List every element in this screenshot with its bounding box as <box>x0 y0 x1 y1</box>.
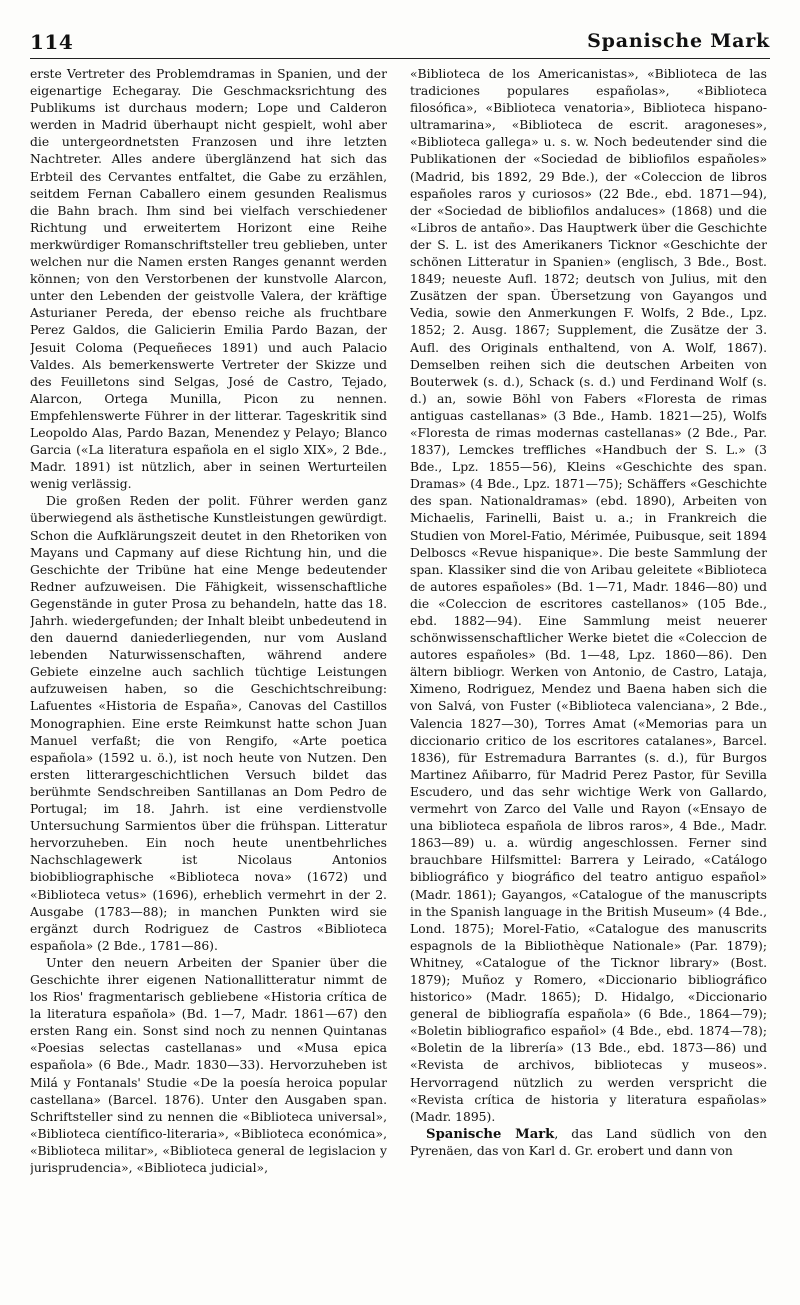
running-head: Spanische Mark <box>587 30 770 52</box>
entry-text: , das Land südlich von den Pyrenäen, das von Karl d. Gr. erobert und dann von <box>410 1126 767 1158</box>
paragraph: Unter den neuern Arbeiten der Spanier über die Geschichte ihrer eigenen Nationallitteratur nimmt de los Rios' fragmentarisch gebliebene «Historia crítica de la literatura española» (Bd. 1—7, Madr. 1861—67) den ersten Rang ein. Sonst sind noch zu nennen Quintanas «Poesias selectas castellanas» und «Musa epica española» (6 Bde., Madr. 1830—33). Hervorzuheben ist Milá y Fontanals' Studie «De la poesía heroica popular castellana» (Barcel. 1876). Unter den Ausgaben span. Schriftsteller sind zu nennen die «Biblioteca universal», «Biblioteca científico-literaria», «Biblioteca económica», «Biblioteca militar», «Biblioteca general de legislacion y jurisprudencia», «Biblioteca judicial», <box>30 955 387 1175</box>
right-column <box>410 66 767 1294</box>
left-column <box>30 66 387 1294</box>
page-header <box>30 28 770 59</box>
page-number: 114 <box>30 30 74 54</box>
paragraph: «Biblioteca de los Americanistas», «Biblioteca de las tradiciones populares españolas», «Biblioteca filosófica», «Biblioteca venatoria», Biblioteca hispano-ultramarina», «Biblioteca de escrit. aragoneses», «Biblioteca gallega» u. s. w. Noch bedeutender sind die Publikationen der «Sociedad de bibliofilos españoles» (Madrid, bis 1892, 29 Bde.), der «Coleccion de libros españoles raros y curiosos» (22 Bde., ebd. 1871—94), der «Sociedad de bibliofilos andaluces» (1868) und die «Libros de antaño». Das Hauptwerk über die Geschichte der S. L. ist des Amerikaners Ticknor «Geschichte der schönen Litteratur in Spanien» (englisch, 3 Bde., Bost. 1849; neueste Aufl. 1872; deutsch von Julius, mit den Zusätzen der span. Übersetzung von Gayangos und Vedia, sowie den Anmerkungen F. Wolfs, 2 Bde., Lpz. 1852; 2. Ausg. 1867; Supplement, die Zusätze der 3. Aufl. des Originals enthaltend, von A. Wolf, 1867). Demselben reihen sich die deutschen Arbeiten von Bouterwek (s. d.), Schack (s. d.) und Ferdinand Wolf (s. d.) an, sowie Böhl von Fabers «Floresta de rimas antiguas castellanas» (3 Bde., Hamb. 1821—25), Wolfs «Floresta de rimas modernas castellanas» (2 Bde., Par. 1837), Lemckes treffliches «Handbuch der S. L.» (3 Bde., Lpz. 1855—56), Kleins «Geschichte des span. Dramas» (4 Bde., Lpz. 1871—75); Schäffers «Geschichte des span. Nationaldramas» (ebd. 1890), Arbeiten von Michaelis, Farinelli, Baist u. a.; in Frankreich die Studien von Morel-Fatio, Mérimée, Puibusque, seit 1894 Delboscs «Revue hispanique». Die beste Sammlung der span. Klassiker sind die von Aribau geleitete «Biblioteca de autores españoles» (Bd. 1—71, Madr. 1846—80) und die «Coleccion de escritores castellanos» (105 Bde., ebd. 1882—94). Eine Sammlung meist neuerer schönwissenschaftlicher Werke bietet die «Coleccion de autores españoles» (Bd. 1—48, Lpz. 1860—86). Den ältern bibliogr. Werken von Antonio, de Castro, Lataja, Ximeno, Rodriguez, Mendez und Baena haben sich die von Salvá, von Fuster («Biblioteca valenciana», 2 Bde., Valencia 1827—30), Torres Amat («Memorias para un diccionario critico de los escritores catalanes», Barcel. 1836), für Estremadura Barrantes (s. d.), für Burgos Martinez Añibarro, für Madrid Perez Pastor, für Sevilla Escudero, und das sehr wichtige Werk von Gallardo, vermehrt von Zarco del Valle und Rayon («Ensayo de una biblioteca española de libros raros», 4 Bde., Madr. 1863—89) u. a. würdig angeschlossen. Ferner sind brauchbare Hilfsmittel: Barrera y Leirado, «Catálogo bibliográfico y biográfico del teatro antiguo español» (Madr. 1861); Gayangos, «Catalogue of the manuscripts in the Spanish language in the British Museum» (4 Bde., Lond. 1875); Morel-Fatio, «Catalogue des manuscrits espagnols de la Bibliothèque Nationale» (Par. 1879); Whitney, «Catalogue of the Ticknor library» (Bost. 1879); Muñoz y Romero, «Diccionario bibliográfico historico» (Madr. 1865); D. Hidalgo, «Diccionario general de bibliografía española» (6 Bde., 1864—79); «Boletin bibliografico español» (4 Bde., ebd. 1874—78); «Boletin de la librería» (13 Bde., ebd. 1873—86) und «Revista de archivos, bibliotecas y museos». Hervorragend nützlich zu werden verspricht die «Revista crítica de historia y literatura españolas» (Madr. 1895). <box>410 67 767 1124</box>
paragraph: erste Vertreter des Problemdramas in Spanien, und der eigenartige Echegaray. Die Geschmacksrichtung des Publikums ist durchaus modern; Lope und Calderon werden in Madrid überhaupt nicht gespielt, wohl aber die untergeordnetsten Franzosen und ihre letzten Nachtreter. Alles andere überglänzend hat sich das Erbteil des Cervantes entfaltet, die Gabe zu erzählen, seitdem Fernan Caballero einem gesunden Realismus die Bahn brach. Ihm sind bei vielfach verschiedener Richtung und erweitertem Horizont eine Reihe merkwürdiger Romanschriftsteller treu geblieben, unter welchen nur die Namen ersten Ranges genannt werden können; von den Verstorbenen der kunstvolle Alarcon, unter den Lebenden der geistvolle Valera, der kräftige Asturianer Pereda, der ebenso reiche als fruchtbare Perez Galdos, die Galicierin Emilia Pardo Bazan, der Jesuit Coloma (Pequeñeces 1891) und auch Palacio Valdes. Als bemerkenswerte Vertreter der Skizze und des Feuilletons sind Selgas, José de Castro, Tejado, Alarcon, Ortega Munilla, Picon zu nennen. Empfehlenswerte Führer in der litterar. Tageskritik sind Leopoldo Alas, Pardo Bazan, Menendez y Pelayo; Blanco Garcia («La literatura española en el siglo XIX», 2 Bde., Madr. 1891) ist nützlich, aber in seinen Werturteilen wenig verlässig. <box>30 67 387 492</box>
entry-headword: Spanische Mark <box>426 1126 555 1142</box>
entry-paragraph <box>410 1126 767 1160</box>
paragraph: Die großen Reden der polit. Führer werden ganz überwiegend als ästhetische Kunstleistungen gewürdigt. Schon die Aufklärungszeit deutet in den Rhetoriken von Mayans und Capmany auf diese Richtung hin, und die Geschichte der Tribüne hat eine Menge bedeutender Redner aufzuweisen. Die Fähigkeit, wissenschaftliche Gegenstände in guter Prosa zu behandeln, hatte das 18. Jahrh. wiedergefunden; der Inhalt bleibt unbedeutend in den dauernd daniederliegenden, nur vom Ausland lebenden Naturwissenschaften, während andere Gebiete einzelne auch sachlich tüchtige Leistungen aufzuweisen haben, so die Geschichtschreibung: Lafuentes «Historia de España», Canovas del Castillos Monographien. Eine erste Reimkunst hatte schon Juan Manuel verfaßt; die von Rengifo, «Arte poetica española» (1592 u. ö.), ist noch heute von Nutzen. Den ersten litterargeschichtlichen Versuch bildet das berühmte Sendschreiben Santillanas an Dom Pedro de Portugal; im 18. Jahrh. ist eine verdienstvolle Untersuchung Sarmientos über die frühspan. Litteratur hervorzuheben. Ein noch heute unentbehrliches Nachschlagewerk ist Nicolaus Antonios biobibliographische «Biblioteca nova» (1672) und «Biblioteca vetus» (1696), erheblich vermehrt in der 2. Ausgabe (1783—88); in manchen Punkten wird sie ergänzt durch Rodriguez de Castros «Biblioteca española» (2 Bde., 1781—86). <box>30 494 387 953</box>
